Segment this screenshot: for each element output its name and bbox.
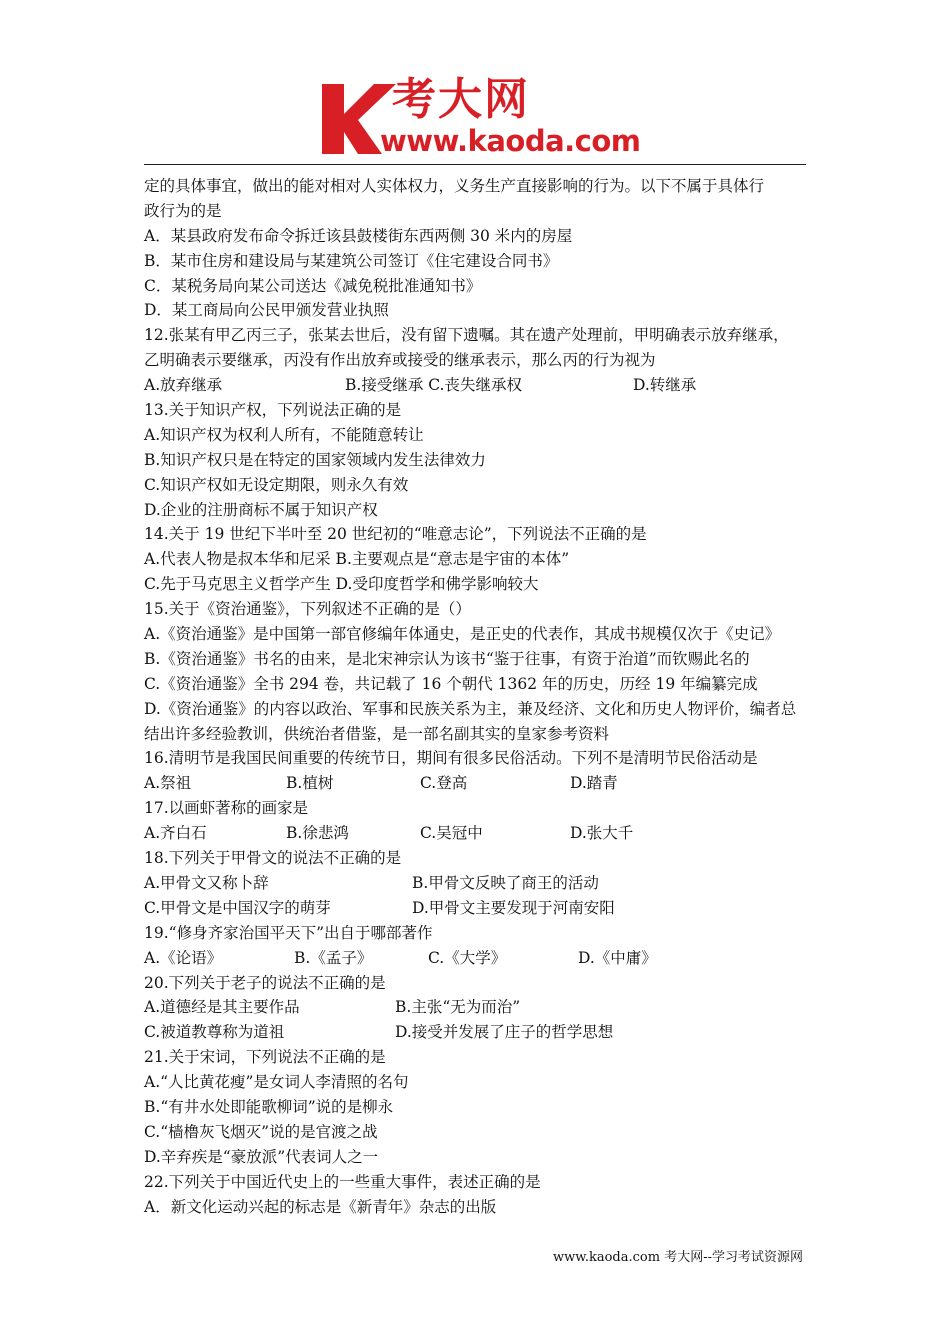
exam-content <box>144 174 808 1219</box>
option-line: 结出许多经验教训，供统治者借鉴，是一部名副其实的皇家参考资料 <box>144 724 610 743</box>
option-d: D.《中庸》 <box>578 948 657 967</box>
question-text: 21.关于宋词，下列说法不正确的是 <box>144 1048 386 1067</box>
option-line: B.知识产权只是在特定的国家领域内发生法律效力 <box>144 450 486 469</box>
option-c: C.被道教尊称为道祖 <box>144 1023 285 1042</box>
option-a: A.齐白石 <box>144 824 207 843</box>
option-b: B.主张“无为而治” <box>395 998 521 1017</box>
option-line: D.企业的注册商标不属于知识产权 <box>144 500 378 519</box>
option-c: C.吴冠中 <box>420 824 483 843</box>
option-line: C．某税务局向某公司送达《减免税批准通知书》 <box>144 276 482 295</box>
options-row <box>144 1020 808 1045</box>
option-line: A.代表人物是叔本华和尼采 B.主要观点是“意志是宇宙的本体” <box>144 550 570 569</box>
option-a: A.祭祖 <box>144 774 192 793</box>
option-line: C.知识产权如无设定期限，则永久有效 <box>144 475 409 494</box>
option-a: A.《论语》 <box>144 948 223 967</box>
question-text: 15.关于《资治通鉴》，下列叙述不正确的是（） <box>144 600 471 619</box>
option-b-c: B.接受继承 C.丧失继承权 <box>345 376 522 395</box>
option-line: D.《资治通鉴》的内容以政治、军事和民族关系为主，兼及经济、文化和历史人物评价，编者总 <box>144 699 797 718</box>
option-d: D.甲骨文主要发现于河南安阳 <box>412 898 615 917</box>
option-line: A.《资治通鉴》是中国第一部官修编年体通史，是正史的代表作，其成书规模仅次于《史记》 <box>144 625 781 644</box>
options-row <box>144 995 808 1020</box>
option-b: B.植树 <box>286 774 334 793</box>
option-line: D.辛弃疾是“豪放派”代表词人之一 <box>144 1147 379 1166</box>
option-line: A.“人比黄花瘦”是女词人李清照的名句 <box>144 1073 409 1092</box>
option-line: C.“樯橹灰飞烟灭”说的是官渡之战 <box>144 1122 378 1141</box>
option-a: A.甲骨文又称卜辞 <box>144 873 269 892</box>
option-d: D.张大千 <box>570 824 634 843</box>
options-row <box>144 946 808 971</box>
option-b: B.徐悲鸿 <box>286 824 349 843</box>
option-d: D.接受并发展了庄子的哲学思想 <box>395 1023 614 1042</box>
options-row <box>144 771 808 796</box>
question-text: 18.下列关于甲骨文的说法不正确的是 <box>144 849 402 868</box>
option-b: B.《孟子》 <box>294 948 373 967</box>
question-text: 政行为的是 <box>144 201 222 220</box>
option-c: C.《大学》 <box>428 948 507 967</box>
option-line: B.《资治通鉴》书名的由来，是北宋神宗认为该书“鉴于往事，有资于治道”而钦赐此名的 <box>144 649 750 668</box>
options-row <box>144 896 808 921</box>
option-line: D．某工商局向公民甲颁发营业执照 <box>144 301 389 320</box>
question-text: 20.下列关于老子的说法不正确的是 <box>144 973 386 992</box>
option-line: C.《资治通鉴》全书 294 卷，共记载了 16 个朝代 1362 年的历史，历经 19 年编纂完成 <box>144 674 758 693</box>
question-text: 22.下列关于中国近代史上的一些重大事件，表述正确的是 <box>144 1172 541 1191</box>
kaoda-logo <box>318 74 641 160</box>
option-a: A.道德经是其主要作品 <box>144 998 300 1017</box>
option-line: A．某县政府发布命令拆迁该县鼓楼街东西两侧 30 米内的房屋 <box>144 226 573 245</box>
question-text: 14.关于 19 世纪下半叶至 20 世纪初的“唯意志论”，下列说法不正确的是 <box>144 525 647 544</box>
logo-title: 考大网 <box>392 74 530 125</box>
option-d: D.踏青 <box>570 774 618 793</box>
option-line: A.知识产权为权利人所有，不能随意转让 <box>144 425 424 444</box>
option-line: A．新文化运动兴起的标志是《新青年》杂志的出版 <box>144 1197 497 1216</box>
options-row <box>144 821 808 846</box>
option-line: B．某市住房和建设局与某建筑公司签订《住宅建设合同书》 <box>144 251 559 270</box>
option-line: B.“有井水处即能歌柳词”说的是柳永 <box>144 1097 394 1116</box>
header-divider <box>144 164 806 165</box>
option-d: D.转继承 <box>633 376 697 395</box>
footer-text: www.kaoda.com 考大网--学习考试资源网 <box>553 1250 803 1265</box>
option-b: B.甲骨文反映了商王的活动 <box>412 873 599 892</box>
options-row <box>144 373 808 398</box>
option-a: A.放弃继承 <box>144 376 223 395</box>
options-row <box>144 871 808 896</box>
question-text: 13.关于知识产权，下列说法正确的是 <box>144 401 402 420</box>
option-c: C.登高 <box>420 774 468 793</box>
option-c: C.甲骨文是中国汉字的萌芽 <box>144 898 331 917</box>
question-text: 16.清明节是我国民间重要的传统节日，期间有很多民俗活动。下列不是清明节民俗活动是 <box>144 749 758 768</box>
question-text: 19.“修身齐家治国平天下”出自于哪部著作 <box>144 923 433 942</box>
question-text: 定的具体事宜，做出的能对相对人实体权力，义务生产直接影响的行为。以下不属于具体行 <box>144 177 765 195</box>
logo-url: www.kaoda.com <box>380 124 641 158</box>
question-text: 乙明确表示要继承，丙没有作出放弃或接受的继承表示，那么丙的行为视为 <box>144 351 656 370</box>
option-line: C.先于马克思主义哲学产生 D.受印度哲学和佛学影响较大 <box>144 575 539 594</box>
question-text: 17.以画虾著称的画家是 <box>144 799 309 818</box>
question-text: 12.张某有甲乙丙三子，张某去世后，没有留下遗嘱。其在遗产处理前，甲明确表示放弃继承， <box>144 326 789 345</box>
